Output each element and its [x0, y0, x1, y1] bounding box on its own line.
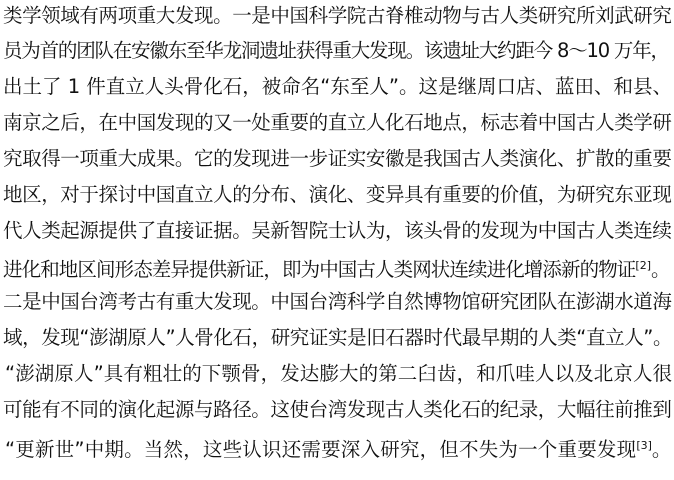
line-text: “澎湖原人”具有粗壮的下颚骨，发达膨大的第二臼齿，和爪哇人以及北京人很: [5, 362, 673, 385]
line-tail: 。: [651, 258, 670, 281]
line-text: “更新世”中期。当然，这些认识还需要深入研究，但不失为一个重要发现: [5, 438, 637, 461]
line-text: 域，发现“澎湖原人”人骨化石，研究证实是旧石器时代最早期的人类“直立人”。: [3, 326, 673, 349]
citation-superscript: [3]: [636, 439, 652, 452]
text-line-10: [3, 321, 672, 355]
text-line-7: [3, 214, 672, 248]
citation-superscript: [2]: [635, 259, 651, 272]
text-line-1: [3, 0, 672, 33]
line-text: 可能有不同的演化起源与路径。这使台湾发现古人类化石的纪录，大幅往前推到: [3, 398, 672, 421]
text-line-8: [3, 249, 670, 283]
text-line-4: [3, 106, 672, 140]
text-line-12: [3, 393, 672, 427]
line-text: 二是中国台湾考古有重大发现。中国台湾科学自然博物馆研究团队在澎湖水道海: [3, 290, 672, 313]
text-line-9: [3, 285, 672, 319]
text-line-11: [5, 357, 672, 391]
line-text: 出土了 1 件直立人头骨化石，被命名“东至人”。这是继周口店、蓝田、和县、: [3, 75, 673, 98]
text-line-5: [3, 142, 672, 176]
text-line-6: [3, 178, 672, 212]
line-tail: 。: [651, 438, 672, 461]
line-text: 进化和地区间形态差异提供新证，即为中国古人类网状连续进化增添新的物证: [3, 258, 636, 281]
line-text: 类学领域有两项重大发现。一是中国科学院古脊椎动物与古人类研究所刘武研究: [3, 4, 672, 27]
line-text: 究取得一项重大成果。它的发现进一步证实安徽是我国古人类演化、扩散的重要: [3, 147, 672, 170]
text-line-13: [5, 429, 672, 463]
line-text: 南京之后，在中国发现的又一处重要的直立人化石地点，标志着中国古人类学研: [3, 111, 672, 134]
text-line-2: [3, 34, 669, 68]
line-text: 地区，对于探讨中国直立人的分布、演化、变异具有重要的价值，为研究东亚现: [3, 183, 672, 206]
text-line-3: [3, 70, 672, 104]
line-text: 员为首的团队在安徽东至华龙洞遗址获得重大发现。该遗址大约距今 8～10 万年，: [3, 39, 669, 62]
line-text: 代人类起源提供了直接证据。吴新智院士认为，该头骨的发现为中国古人类连续: [3, 219, 672, 242]
